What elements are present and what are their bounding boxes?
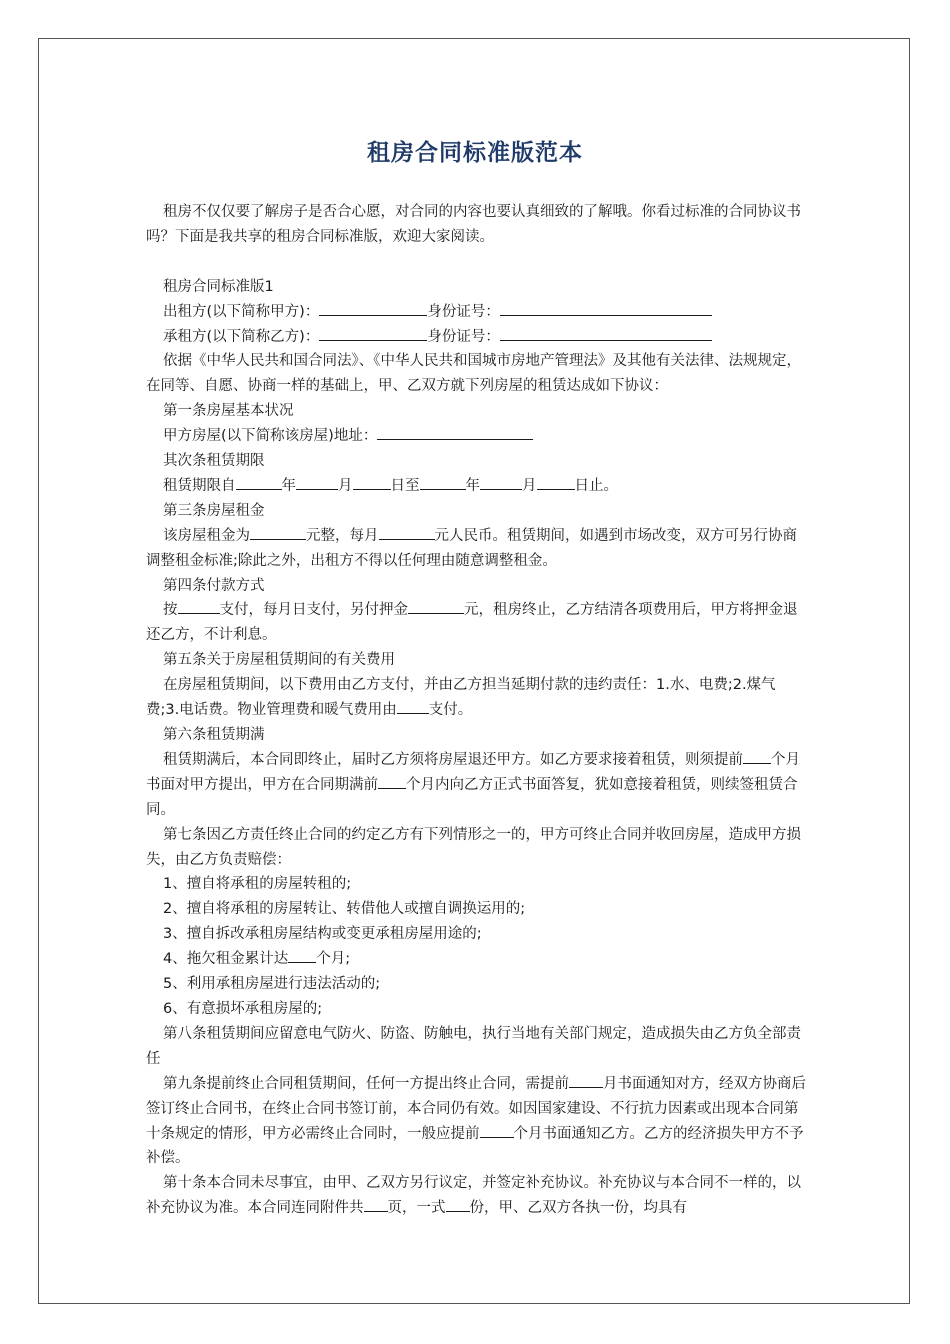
article-4-title: 第四条付款方式 xyxy=(163,577,265,594)
article-7-item: 3、擅自拆改承租房屋结构或变更承租房屋用途的; xyxy=(163,926,482,943)
article-4-body: 按 支付，每月日支付，另付押金 元，租房终止，乙方结清各项费用后，甲方将押金退还乙方，不计利息。 xyxy=(146,598,808,648)
article-10-body: 第十条本合同未尽事宜，由甲、乙双方另行议定，并签定补充协议。补充协议与本合同不一样的，以补充协议为准。本合同连同附件共 页，一式 份，甲、乙双方各执一份，均具有 xyxy=(146,1175,801,1217)
article-7-body: 第七条因乙方责任终止合同的约定乙方有下列情形之一的，甲方可终止合同并收回房屋，造成甲方损失，由乙方负责赔偿： xyxy=(146,826,801,868)
article-8-body: 第八条租赁期间应留意电气防火、防盗、防触电，执行当地有关部门规定，造成损失由乙方负全部责任 xyxy=(146,1025,801,1067)
article-1-address: 甲方房屋(以下简称该房屋)地址： xyxy=(146,424,808,449)
article-6-title: 第六条租赁期满 xyxy=(163,727,265,744)
article-2-title: 其次条租赁期限 xyxy=(163,453,265,470)
article-9-body: 第九条提前终止合同租赁期间，任何一方提出终止合同，需提前 月书面通知对方，经双方协商后签订终止合同书，在终止合同书签订前，本合同仍有效。如因国家建设、不行抗力因素或出现本合同第十条规定的情形，甲方必需终止合同时，一般应提前 个月书面通知乙方。乙方的经济损失甲方不予补偿。 xyxy=(146,1072,808,1172)
document-title: 租房合同标准版范本 xyxy=(367,140,583,166)
lessor-line: 出租方(以下简称甲方)： 身份证号： xyxy=(146,300,808,325)
basis-paragraph: 依据《中华人民共和国合同法》、《中华人民共和国城市房地产管理法》及其他有关法律、法规规定，在同等、自愿、协商一样的基础上，甲、乙双方就下列房屋的租赁达成如下协议： xyxy=(146,353,801,395)
article-5-body: 在房屋租赁期间，以下费用由乙方支付，并由乙方担当延期付款的违约责任：1.水、电费;2.煤气费;3.电话费。物业管理费和暖气费用由 支付。 xyxy=(146,677,776,719)
document-body xyxy=(146,200,808,1221)
article-3-body: 该房屋租金为 元整，每月 元人民币。租赁期间，如遇到市场改变，双方可另行协商调整租金标准;除此之外，出租方不得以任何理由随意调整租金。 xyxy=(146,524,808,574)
article-5-title: 第五条关于房屋租赁期间的有关费用 xyxy=(163,652,395,669)
article-7-item: 4、拖欠租金累计达 个月; xyxy=(146,947,808,972)
lessee-line: 承租方(以下简称乙方)： 身份证号： xyxy=(146,325,808,350)
article-7-item: 2、擅自将承租的房屋转让、转借他人或擅自调换运用的; xyxy=(163,901,526,918)
article-3-title: 第三条房屋租金 xyxy=(163,502,265,519)
article-2-term: 租赁期限自 年 月 日至 年 月 日止。 xyxy=(146,474,808,499)
article-7-item: 1、擅自将承租的房屋转租的; xyxy=(163,876,352,893)
version-heading: 租房合同标准版1 xyxy=(163,278,274,295)
article-7-item: 6、有意损坏承租房屋的; xyxy=(163,1000,323,1017)
article-1-title: 第一条房屋基本状况 xyxy=(163,403,294,420)
article-6-body: 租赁期满后，本合同即终止，届时乙方须将房屋退还甲方。如乙方要求接着租赁，则须提前 个月书面对甲方提出，甲方在合同期满前 个月内向乙方正式书面答复，犹如意接着租赁，则续签租赁合同。 xyxy=(146,748,808,823)
article-7-item: 5、利用承租房屋进行违法活动的; xyxy=(163,976,381,993)
intro-paragraph: 租房不仅仅要了解房子是否合心愿，对合同的内容也要认真细致的了解哦。你看过标准的合同协议书吗？下面是我共享的租房合同标准版，欢迎大家阅读。 xyxy=(146,204,801,245)
